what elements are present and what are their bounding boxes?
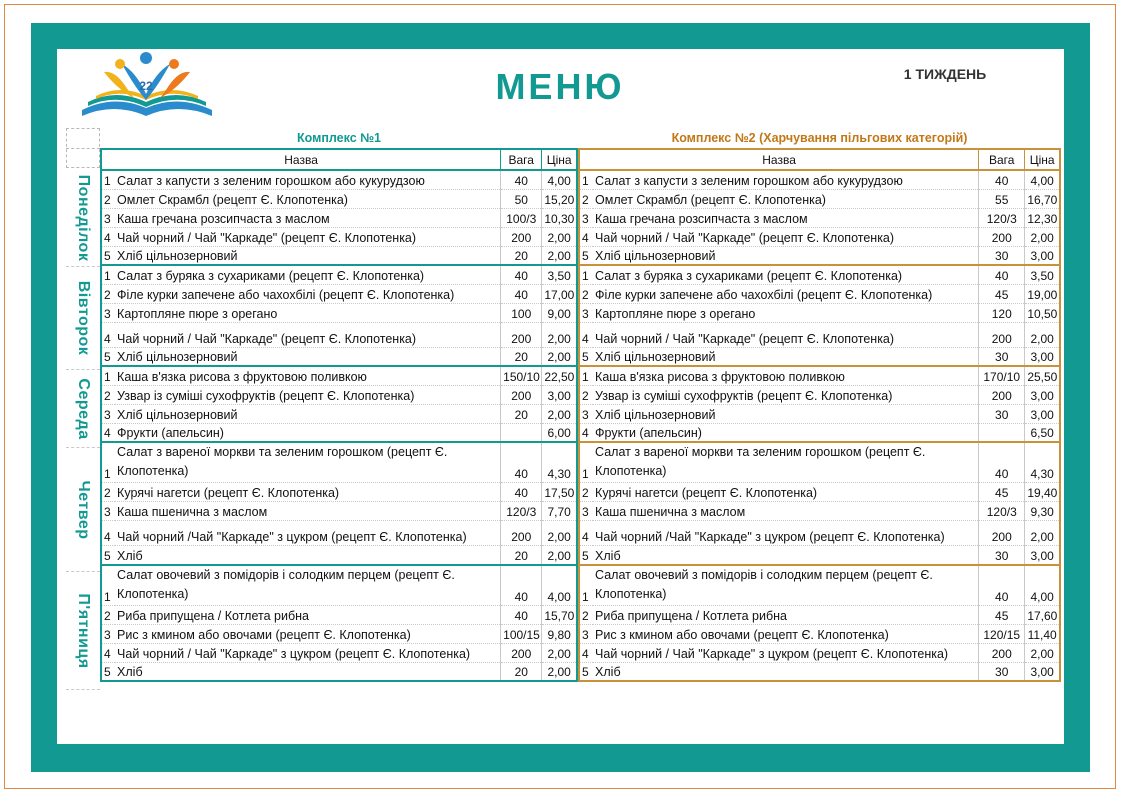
table-row bbox=[101, 502, 577, 521]
dish-name: Чай чорний / Чай "Каркаде" з цукром (рецепт Є. Клопотенка) bbox=[115, 643, 501, 662]
table-row bbox=[101, 483, 577, 502]
table-row bbox=[579, 502, 1060, 521]
item-number: 4 bbox=[579, 423, 593, 442]
table-row bbox=[101, 284, 577, 303]
table-row bbox=[579, 423, 1060, 442]
dish-price: 3,00 bbox=[1025, 385, 1060, 404]
dish-price: 2,00 bbox=[1025, 227, 1060, 246]
dish-name: Хліб bbox=[593, 662, 979, 681]
dish-weight: 170/10 bbox=[979, 366, 1025, 385]
item-number: 2 bbox=[579, 189, 593, 208]
item-number: 5 bbox=[579, 246, 593, 265]
day-name: Середа bbox=[75, 377, 92, 440]
item-number: 4 bbox=[579, 643, 593, 662]
table-row bbox=[101, 662, 577, 681]
dish-price: 2,00 bbox=[542, 643, 577, 662]
dish-price: 2,00 bbox=[542, 322, 577, 347]
dish-price: 2,00 bbox=[542, 546, 577, 565]
dish-weight: 200 bbox=[979, 227, 1025, 246]
school-logo bbox=[74, 50, 219, 125]
item-number: 3 bbox=[579, 502, 593, 521]
dish-weight: 45 bbox=[979, 483, 1025, 502]
dish-price: 4,30 bbox=[542, 442, 577, 483]
complex1-title: Комплекс №1 bbox=[296, 131, 382, 145]
dish-name: Узвар із суміші сухофруктів (рецепт Є. Клопотенка) bbox=[593, 385, 979, 404]
table-row bbox=[579, 322, 1060, 347]
dish-name: Салат з вареної моркви та зеленим горошком (рецепт Є. Клопотенка) bbox=[593, 442, 979, 483]
table-row bbox=[101, 423, 577, 442]
dish-weight: 40 bbox=[979, 265, 1025, 284]
dish-weight: 45 bbox=[979, 605, 1025, 624]
dish-weight: 30 bbox=[979, 662, 1025, 681]
dish-price: 4,00 bbox=[1025, 170, 1060, 189]
item-number: 4 bbox=[101, 423, 115, 442]
day-label-cell bbox=[66, 370, 100, 448]
item-number: 1 bbox=[101, 170, 115, 189]
table-row bbox=[101, 624, 577, 643]
item-number: 1 bbox=[101, 442, 115, 483]
item-number: 2 bbox=[579, 605, 593, 624]
dish-price: 2,00 bbox=[542, 662, 577, 681]
dish-weight: 20 bbox=[501, 347, 542, 366]
dish-price: 3,00 bbox=[1025, 404, 1060, 423]
dish-weight: 120/15 bbox=[979, 624, 1025, 643]
dish-name: Картопляне пюре з орегано bbox=[593, 303, 979, 322]
table-row bbox=[579, 404, 1060, 423]
table-row bbox=[101, 605, 577, 624]
table-row bbox=[579, 303, 1060, 322]
day-group bbox=[579, 366, 1060, 442]
dish-name: Каша в'язка рисова з фруктовою поливкою bbox=[593, 366, 979, 385]
dish-price: 9,80 bbox=[542, 624, 577, 643]
day-group bbox=[101, 442, 577, 565]
table-row bbox=[579, 442, 1060, 483]
dish-weight: 200 bbox=[501, 643, 542, 662]
dish-name: Риба припущена / Котлета рибна bbox=[115, 605, 501, 624]
dish-weight: 200 bbox=[501, 385, 542, 404]
item-number: 1 bbox=[101, 565, 115, 606]
dish-name: Чай чорний / Чай "Каркаде" з цукром (рецепт Є. Клопотенка) bbox=[593, 643, 979, 662]
table-row bbox=[101, 170, 577, 189]
dish-weight: 30 bbox=[979, 546, 1025, 565]
dish-name: Хліб bbox=[115, 662, 501, 681]
item-number: 2 bbox=[579, 284, 593, 303]
table-row bbox=[101, 521, 577, 546]
dish-name: Салат з буряка з сухариками (рецепт Є. Клопотенка) bbox=[115, 265, 501, 284]
table-row bbox=[579, 265, 1060, 284]
dish-weight: 40 bbox=[501, 442, 542, 483]
item-number: 4 bbox=[101, 521, 115, 546]
dish-price: 17,00 bbox=[542, 284, 577, 303]
dish-name: Каша пшенична з маслом bbox=[593, 502, 979, 521]
day-label-cell bbox=[66, 448, 100, 572]
col-price-header: Ціна bbox=[1025, 149, 1060, 170]
dish-weight: 40 bbox=[501, 483, 542, 502]
day-group bbox=[579, 442, 1060, 565]
item-number: 5 bbox=[101, 662, 115, 681]
dish-name: Хліб цільнозерновий bbox=[115, 246, 501, 265]
table-row bbox=[101, 246, 577, 265]
table-row bbox=[579, 565, 1060, 606]
dish-price: 3,00 bbox=[542, 385, 577, 404]
complex1-table bbox=[100, 148, 578, 682]
complex2-title: Комплекс №2 (Харчування пільгових категорій) bbox=[671, 131, 968, 145]
dish-name: Каша гречана розсипчаста з маслом bbox=[593, 208, 979, 227]
table-row bbox=[579, 624, 1060, 643]
day-group bbox=[579, 170, 1060, 265]
dish-price: 2,00 bbox=[542, 246, 577, 265]
complex2-table bbox=[578, 148, 1061, 682]
item-number: 4 bbox=[579, 521, 593, 546]
item-number: 5 bbox=[101, 246, 115, 265]
table-header bbox=[579, 149, 1060, 170]
dish-weight: 20 bbox=[501, 404, 542, 423]
col-price-header: Ціна bbox=[542, 149, 577, 170]
table-row bbox=[579, 385, 1060, 404]
dish-weight: 40 bbox=[501, 284, 542, 303]
item-number: 5 bbox=[579, 662, 593, 681]
dish-price: 2,00 bbox=[542, 227, 577, 246]
day-group bbox=[101, 170, 577, 265]
dish-price: 6,50 bbox=[1025, 423, 1060, 442]
dish-weight: 100/15 bbox=[501, 624, 542, 643]
dish-name: Чай чорний / Чай "Каркаде" (рецепт Є. Клопотенка) bbox=[593, 227, 979, 246]
dish-price: 3,50 bbox=[542, 265, 577, 284]
dish-price: 3,00 bbox=[1025, 546, 1060, 565]
table-row bbox=[101, 546, 577, 565]
item-number: 5 bbox=[579, 347, 593, 366]
dish-name: Каша в'язка рисова з фруктовою поливкою bbox=[115, 366, 501, 385]
dish-name: Фрукти (апельсин) bbox=[593, 423, 979, 442]
dish-price: 17,60 bbox=[1025, 605, 1060, 624]
dish-price: 7,70 bbox=[542, 502, 577, 521]
dish-weight: 40 bbox=[501, 170, 542, 189]
dish-weight: 30 bbox=[979, 347, 1025, 366]
col-weight-header: Вага bbox=[501, 149, 542, 170]
table-row bbox=[101, 265, 577, 284]
table-row bbox=[101, 227, 577, 246]
table-row bbox=[579, 605, 1060, 624]
dish-name: Чай чорний / Чай "Каркаде" (рецепт Є. Клопотенка) bbox=[115, 227, 501, 246]
item-number: 3 bbox=[579, 208, 593, 227]
dish-weight: 150/10 bbox=[501, 366, 542, 385]
dish-price: 3,50 bbox=[1025, 265, 1060, 284]
dish-weight: 120/3 bbox=[979, 208, 1025, 227]
table-header bbox=[101, 149, 577, 170]
dish-weight: 40 bbox=[501, 265, 542, 284]
dish-weight bbox=[501, 423, 542, 442]
dish-name: Курячі нагетси (рецепт Є. Клопотенка) bbox=[115, 483, 501, 502]
table-row bbox=[579, 521, 1060, 546]
day-group bbox=[579, 265, 1060, 366]
dish-price: 15,20 bbox=[542, 189, 577, 208]
dish-price: 11,40 bbox=[1025, 624, 1060, 643]
corner-divider bbox=[66, 148, 100, 149]
dish-weight: 55 bbox=[979, 189, 1025, 208]
day-labels bbox=[66, 170, 100, 690]
logo-number: 22 bbox=[139, 79, 153, 93]
dish-weight: 40 bbox=[501, 605, 542, 624]
dish-price: 19,40 bbox=[1025, 483, 1060, 502]
day-name: Четвер bbox=[75, 479, 92, 540]
dish-price: 4,00 bbox=[1025, 565, 1060, 606]
day-label-cell bbox=[66, 572, 100, 690]
dish-name: Салат з вареної моркви та зеленим горошком (рецепт Є. Клопотенка) bbox=[115, 442, 501, 483]
dish-price: 10,50 bbox=[1025, 303, 1060, 322]
day-group bbox=[101, 265, 577, 366]
dish-price: 2,00 bbox=[542, 347, 577, 366]
table-row bbox=[579, 246, 1060, 265]
dish-name: Хліб цільнозерновий bbox=[115, 347, 501, 366]
item-number: 1 bbox=[579, 366, 593, 385]
day-group bbox=[101, 366, 577, 442]
item-number: 1 bbox=[101, 366, 115, 385]
table-row bbox=[579, 483, 1060, 502]
table-row bbox=[579, 284, 1060, 303]
day-name: П'ятниця bbox=[75, 592, 92, 669]
dish-weight: 200 bbox=[979, 643, 1025, 662]
item-number: 3 bbox=[579, 303, 593, 322]
page-title: МЕНЮ bbox=[495, 66, 625, 107]
dish-weight: 20 bbox=[501, 246, 542, 265]
dish-weight bbox=[979, 423, 1025, 442]
dish-name: Каша гречана розсипчаста з маслом bbox=[115, 208, 501, 227]
day-label-cell bbox=[66, 170, 100, 267]
item-number: 4 bbox=[101, 227, 115, 246]
table-row bbox=[101, 442, 577, 483]
dish-weight: 40 bbox=[979, 442, 1025, 483]
item-number: 3 bbox=[101, 404, 115, 423]
dish-price: 2,00 bbox=[1025, 643, 1060, 662]
item-number: 1 bbox=[579, 565, 593, 606]
dish-weight: 50 bbox=[501, 189, 542, 208]
dish-price: 15,70 bbox=[542, 605, 577, 624]
item-number: 5 bbox=[579, 546, 593, 565]
item-number: 3 bbox=[101, 208, 115, 227]
dish-name: Хліб bbox=[593, 546, 979, 565]
dish-weight: 200 bbox=[979, 385, 1025, 404]
item-number: 3 bbox=[579, 404, 593, 423]
dish-price: 4,00 bbox=[542, 565, 577, 606]
dish-price: 25,50 bbox=[1025, 366, 1060, 385]
dish-price: 19,00 bbox=[1025, 284, 1060, 303]
item-number: 2 bbox=[101, 385, 115, 404]
dish-name: Чай чорний / Чай "Каркаде" (рецепт Є. Клопотенка) bbox=[593, 322, 979, 347]
table-row bbox=[101, 385, 577, 404]
item-number: 3 bbox=[579, 624, 593, 643]
item-number: 1 bbox=[579, 170, 593, 189]
table-row bbox=[579, 189, 1060, 208]
day-group bbox=[579, 565, 1060, 682]
dish-weight: 200 bbox=[979, 322, 1025, 347]
dish-name: Омлет Скрамбл (рецепт Є. Клопотенка) bbox=[593, 189, 979, 208]
dish-price: 2,00 bbox=[542, 521, 577, 546]
dish-name: Салат з капусти з зеленим горошком або кукурудзою bbox=[593, 170, 979, 189]
table-row bbox=[101, 303, 577, 322]
item-number: 4 bbox=[579, 322, 593, 347]
day-name: Понеділок bbox=[75, 174, 92, 262]
dish-name: Каша пшенична з маслом bbox=[115, 502, 501, 521]
item-number: 2 bbox=[101, 189, 115, 208]
dish-price: 9,00 bbox=[542, 303, 577, 322]
dish-name: Рис з кмином або овочами (рецепт Є. Клопотенка) bbox=[593, 624, 979, 643]
item-number: 1 bbox=[579, 265, 593, 284]
dish-weight: 30 bbox=[979, 404, 1025, 423]
table-row bbox=[579, 546, 1060, 565]
dish-weight: 20 bbox=[501, 546, 542, 565]
item-number: 1 bbox=[101, 265, 115, 284]
dish-price: 2,00 bbox=[1025, 322, 1060, 347]
day-group bbox=[101, 565, 577, 682]
dish-weight: 100 bbox=[501, 303, 542, 322]
dish-weight: 40 bbox=[501, 565, 542, 606]
dish-weight: 45 bbox=[979, 284, 1025, 303]
item-number: 4 bbox=[101, 643, 115, 662]
table-row bbox=[579, 208, 1060, 227]
dish-name: Рис з кмином або овочами (рецепт Є. Клопотенка) bbox=[115, 624, 501, 643]
dish-price: 12,30 bbox=[1025, 208, 1060, 227]
table-row bbox=[101, 322, 577, 347]
col-name-header: Назва bbox=[101, 149, 501, 170]
dish-price: 3,00 bbox=[1025, 347, 1060, 366]
dish-name: Риба припущена / Котлета рибна bbox=[593, 605, 979, 624]
table-row bbox=[101, 189, 577, 208]
table-row bbox=[579, 170, 1060, 189]
dish-weight: 120/3 bbox=[979, 502, 1025, 521]
item-number: 3 bbox=[101, 502, 115, 521]
dish-name: Хліб цільнозерновий bbox=[593, 347, 979, 366]
dish-name: Узвар із суміші сухофруктів (рецепт Є. Клопотенка) bbox=[115, 385, 501, 404]
dish-weight: 200 bbox=[979, 521, 1025, 546]
day-name: Вівторок bbox=[75, 280, 92, 356]
dish-weight: 100/3 bbox=[501, 208, 542, 227]
dish-name: Чай чорний /Чай "Каркаде" з цукром (рецепт Є. Клопотенка) bbox=[115, 521, 501, 546]
dish-price: 2,00 bbox=[542, 404, 577, 423]
dish-price: 17,50 bbox=[542, 483, 577, 502]
item-number: 5 bbox=[101, 347, 115, 366]
table-row bbox=[579, 662, 1060, 681]
item-number: 2 bbox=[101, 605, 115, 624]
dish-weight: 200 bbox=[501, 521, 542, 546]
dish-name: Філе курки запечене або чахохбілі (рецепт Є. Клопотенка) bbox=[115, 284, 501, 303]
item-number: 4 bbox=[579, 227, 593, 246]
dish-name: Хліб цільнозерновий bbox=[115, 404, 501, 423]
dish-name: Салат з буряка з сухариками (рецепт Є. Клопотенка) bbox=[593, 265, 979, 284]
dish-name: Омлет Скрамбл (рецепт Є. Клопотенка) bbox=[115, 189, 501, 208]
dish-name: Салат овочевий з помідорів і солодким перцем (рецепт Є. Клопотенка) bbox=[115, 565, 501, 606]
item-number: 4 bbox=[101, 322, 115, 347]
dish-weight: 200 bbox=[501, 322, 542, 347]
dish-weight: 120 bbox=[979, 303, 1025, 322]
table-row bbox=[101, 643, 577, 662]
dish-price: 2,00 bbox=[1025, 521, 1060, 546]
dish-price: 6,00 bbox=[542, 423, 577, 442]
item-number: 2 bbox=[101, 483, 115, 502]
dish-price: 22,50 bbox=[542, 366, 577, 385]
item-number: 3 bbox=[101, 624, 115, 643]
dish-price: 4,00 bbox=[542, 170, 577, 189]
table-row bbox=[579, 366, 1060, 385]
table-row bbox=[101, 208, 577, 227]
dish-name: Хліб bbox=[115, 546, 501, 565]
col-name-header: Назва bbox=[579, 149, 979, 170]
week-label: 1 ТИЖДЕНЬ bbox=[903, 66, 987, 82]
item-number: 2 bbox=[579, 483, 593, 502]
dish-price: 9,30 bbox=[1025, 502, 1060, 521]
table-row bbox=[579, 643, 1060, 662]
dish-price: 3,00 bbox=[1025, 662, 1060, 681]
dish-name: Салат овочевий з помідорів і солодким перцем (рецепт Є. Клопотенка) bbox=[593, 565, 979, 606]
dish-name: Фрукти (апельсин) bbox=[115, 423, 501, 442]
dish-weight: 120/3 bbox=[501, 502, 542, 521]
dish-price: 16,70 bbox=[1025, 189, 1060, 208]
dish-name: Картопляне пюре з орегано bbox=[115, 303, 501, 322]
table-row bbox=[101, 366, 577, 385]
dish-name: Курячі нагетси (рецепт Є. Клопотенка) bbox=[593, 483, 979, 502]
item-number: 5 bbox=[101, 546, 115, 565]
item-number: 2 bbox=[579, 385, 593, 404]
table-row bbox=[101, 565, 577, 606]
dish-name: Філе курки запечене або чахохбілі (рецепт Є. Клопотенка) bbox=[593, 284, 979, 303]
item-number: 1 bbox=[579, 442, 593, 483]
dish-weight: 40 bbox=[979, 170, 1025, 189]
dish-weight: 20 bbox=[501, 662, 542, 681]
table-row bbox=[101, 347, 577, 366]
table-row bbox=[579, 227, 1060, 246]
dish-weight: 30 bbox=[979, 246, 1025, 265]
col-weight-header: Вага bbox=[979, 149, 1025, 170]
dish-price: 3,00 bbox=[1025, 246, 1060, 265]
day-label-cell bbox=[66, 267, 100, 370]
dish-weight: 200 bbox=[501, 227, 542, 246]
item-number: 2 bbox=[101, 284, 115, 303]
dish-name: Чай чорний / Чай "Каркаде" (рецепт Є. Клопотенка) bbox=[115, 322, 501, 347]
dish-name: Чай чорний /Чай "Каркаде" з цукром (рецепт Є. Клопотенка) bbox=[593, 521, 979, 546]
dish-name: Салат з капусти з зеленим горошком або кукурудзою bbox=[115, 170, 501, 189]
dish-weight: 40 bbox=[979, 565, 1025, 606]
item-number: 3 bbox=[101, 303, 115, 322]
dish-price: 4,30 bbox=[1025, 442, 1060, 483]
table-row bbox=[579, 347, 1060, 366]
dish-name: Хліб цільнозерновий bbox=[593, 246, 979, 265]
dish-name: Хліб цільнозерновий bbox=[593, 404, 979, 423]
dish-price: 10,30 bbox=[542, 208, 577, 227]
table-row bbox=[101, 404, 577, 423]
